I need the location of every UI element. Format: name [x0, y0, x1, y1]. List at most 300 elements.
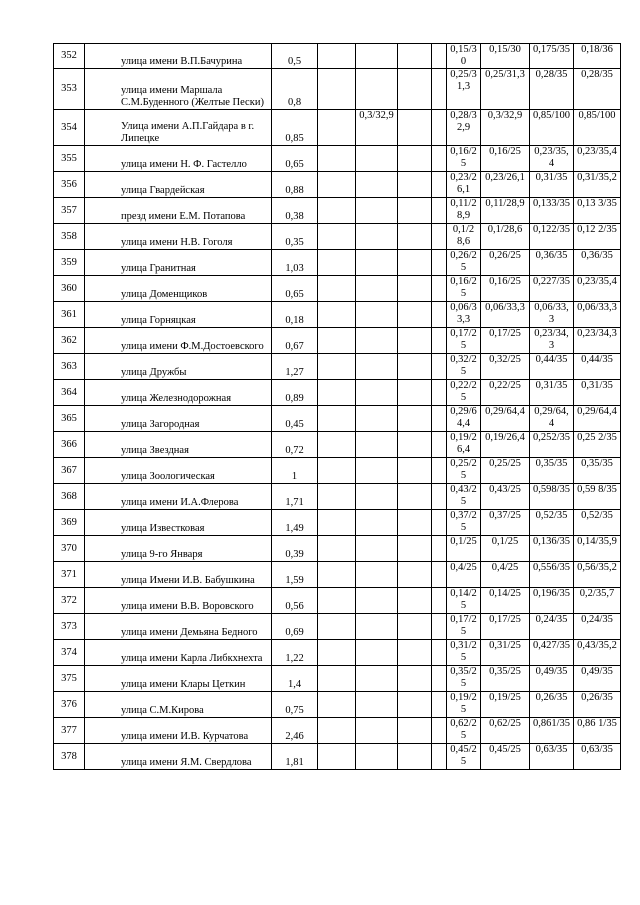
value-cell-1: 0,35/25 — [447, 666, 481, 692]
aux-cell-2 — [356, 406, 398, 432]
aux-cell-3 — [398, 302, 432, 328]
length-cell: 0,5 — [272, 44, 318, 69]
street-name-cell: улица Звездная — [85, 432, 272, 458]
aux-cell-4 — [432, 510, 447, 536]
aux-cell-2 — [356, 666, 398, 692]
aux-cell-2 — [356, 380, 398, 406]
value-cell-1: 0,45/25 — [447, 744, 481, 770]
aux-cell-4 — [432, 692, 447, 718]
value-cell-3: 0,427/35 — [530, 640, 574, 666]
value-cell-1: 0,43/25 — [447, 484, 481, 510]
aux-cell-2 — [356, 744, 398, 770]
value-cell-2: 0,3/32,9 — [481, 110, 530, 146]
table-row — [54, 666, 621, 692]
value-cell-3: 0,52/35 — [530, 510, 574, 536]
table-row — [54, 432, 621, 458]
value-cell-2: 0,06/33,3 — [481, 302, 530, 328]
aux-cell-2 — [356, 172, 398, 198]
value-cell-1: 0,37/25 — [447, 510, 481, 536]
table-row — [54, 354, 621, 380]
value-cell-4: 0,13 3/35 — [574, 198, 621, 224]
table-row — [54, 614, 621, 640]
street-name-cell: улица Гранитная — [85, 250, 272, 276]
value-cell-4: 0,49/35 — [574, 666, 621, 692]
aux-cell-2 — [356, 484, 398, 510]
length-cell: 0,72 — [272, 432, 318, 458]
value-cell-2: 0,45/25 — [481, 744, 530, 770]
aux-cell-3 — [398, 432, 432, 458]
aux-cell-4 — [432, 744, 447, 770]
street-name-cell: улица Имени И.В. Бабушкина — [85, 562, 272, 588]
value-cell-1: 0,31/25 — [447, 640, 481, 666]
value-cell-2: 0,17/25 — [481, 328, 530, 354]
table-row — [54, 744, 621, 770]
aux-cell-1 — [318, 302, 356, 328]
aux-cell-2: 0,3/32,9 — [356, 110, 398, 146]
row-number-cell: 371 — [54, 562, 85, 588]
length-cell: 0,8 — [272, 69, 318, 110]
value-cell-3: 0,26/35 — [530, 692, 574, 718]
aux-cell-2 — [356, 224, 398, 250]
value-cell-3: 0,556/35 — [530, 562, 574, 588]
value-cell-1: 0,28/32,9 — [447, 110, 481, 146]
length-cell: 0,85 — [272, 110, 318, 146]
value-cell-2: 0,1/28,6 — [481, 224, 530, 250]
value-cell-1: 0,62/25 — [447, 718, 481, 744]
row-number-cell: 362 — [54, 328, 85, 354]
aux-cell-1 — [318, 744, 356, 770]
value-cell-1: 0,26/25 — [447, 250, 481, 276]
aux-cell-4 — [432, 484, 447, 510]
length-cell: 0,38 — [272, 198, 318, 224]
aux-cell-1 — [318, 110, 356, 146]
value-cell-4: 0,28/35 — [574, 69, 621, 110]
value-cell-3: 0,31/35 — [530, 172, 574, 198]
aux-cell-2 — [356, 614, 398, 640]
length-cell: 0,69 — [272, 614, 318, 640]
aux-cell-3 — [398, 172, 432, 198]
row-number-cell: 372 — [54, 588, 85, 614]
value-cell-3: 0,23/35,4 — [530, 146, 574, 172]
aux-cell-3 — [398, 224, 432, 250]
aux-cell-1 — [318, 718, 356, 744]
length-cell: 1,22 — [272, 640, 318, 666]
row-number-cell: 352 — [54, 44, 85, 69]
length-cell: 0,65 — [272, 276, 318, 302]
value-cell-4: 0,56/35,2 — [574, 562, 621, 588]
aux-cell-2 — [356, 588, 398, 614]
aux-cell-4 — [432, 536, 447, 562]
street-name-cell: улица С.М.Кирова — [85, 692, 272, 718]
aux-cell-1 — [318, 224, 356, 250]
aux-cell-2 — [356, 458, 398, 484]
value-cell-3: 0,36/35 — [530, 250, 574, 276]
street-name-cell: улица Дружбы — [85, 354, 272, 380]
aux-cell-3 — [398, 718, 432, 744]
value-cell-4: 0,86 1/35 — [574, 718, 621, 744]
aux-cell-2 — [356, 302, 398, 328]
value-cell-1: 0,17/25 — [447, 328, 481, 354]
value-cell-3: 0,35/35 — [530, 458, 574, 484]
aux-cell-2 — [356, 692, 398, 718]
value-cell-4: 0,2/35,7 — [574, 588, 621, 614]
aux-cell-2 — [356, 562, 398, 588]
street-name-cell: улица имени Карла Либкхнехта — [85, 640, 272, 666]
row-number-cell: 353 — [54, 69, 85, 110]
table-row — [54, 250, 621, 276]
value-cell-4: 0,29/64,4 — [574, 406, 621, 432]
table-row — [54, 406, 621, 432]
aux-cell-3 — [398, 198, 432, 224]
aux-cell-3 — [398, 250, 432, 276]
aux-cell-3 — [398, 640, 432, 666]
aux-cell-4 — [432, 432, 447, 458]
aux-cell-4 — [432, 640, 447, 666]
street-name-cell: улица Зоологическая — [85, 458, 272, 484]
aux-cell-1 — [318, 536, 356, 562]
value-cell-2: 0,14/25 — [481, 588, 530, 614]
aux-cell-3 — [398, 146, 432, 172]
length-cell: 0,39 — [272, 536, 318, 562]
aux-cell-3 — [398, 588, 432, 614]
table-row — [54, 562, 621, 588]
street-name-cell: улица имени Н. Ф. Гастелло — [85, 146, 272, 172]
aux-cell-1 — [318, 484, 356, 510]
value-cell-4: 0,35/35 — [574, 458, 621, 484]
street-name-cell: улица имени Демьяна Бедного — [85, 614, 272, 640]
value-cell-3: 0,175/35 — [530, 44, 574, 69]
value-cell-3: 0,227/35 — [530, 276, 574, 302]
aux-cell-4 — [432, 380, 447, 406]
length-cell: 1,4 — [272, 666, 318, 692]
aux-cell-2 — [356, 250, 398, 276]
aux-cell-4 — [432, 718, 447, 744]
aux-cell-4 — [432, 406, 447, 432]
aux-cell-2 — [356, 432, 398, 458]
table-row — [54, 110, 621, 146]
row-number-cell: 374 — [54, 640, 85, 666]
value-cell-2: 0,43/25 — [481, 484, 530, 510]
aux-cell-4 — [432, 354, 447, 380]
length-cell: 0,56 — [272, 588, 318, 614]
aux-cell-2 — [356, 198, 398, 224]
aux-cell-4 — [432, 588, 447, 614]
aux-cell-3 — [398, 692, 432, 718]
table-row — [54, 640, 621, 666]
aux-cell-2 — [356, 510, 398, 536]
length-cell: 0,18 — [272, 302, 318, 328]
value-cell-2: 0,62/25 — [481, 718, 530, 744]
aux-cell-1 — [318, 276, 356, 302]
value-cell-3: 0,252/35 — [530, 432, 574, 458]
length-cell: 0,67 — [272, 328, 318, 354]
street-name-cell: улица имени Н.В. Гоголя — [85, 224, 272, 250]
table-row — [54, 198, 621, 224]
row-number-cell: 378 — [54, 744, 85, 770]
value-cell-4: 0,59 8/35 — [574, 484, 621, 510]
aux-cell-1 — [318, 44, 356, 69]
table-body — [54, 44, 621, 770]
street-name-cell: улица Железнодорожная — [85, 380, 272, 406]
aux-cell-3 — [398, 536, 432, 562]
row-number-cell: 360 — [54, 276, 85, 302]
aux-cell-4 — [432, 172, 447, 198]
value-cell-2: 0,16/25 — [481, 146, 530, 172]
row-number-cell: 370 — [54, 536, 85, 562]
value-cell-4: 0,06/33,3 — [574, 302, 621, 328]
aux-cell-3 — [398, 276, 432, 302]
street-name-cell: улица имени И.А.Флерова — [85, 484, 272, 510]
length-cell: 1,81 — [272, 744, 318, 770]
value-cell-1: 0,25/31,3 — [447, 69, 481, 110]
value-cell-3: 0,49/35 — [530, 666, 574, 692]
aux-cell-2 — [356, 718, 398, 744]
length-cell: 2,46 — [272, 718, 318, 744]
aux-cell-3 — [398, 380, 432, 406]
aux-cell-1 — [318, 406, 356, 432]
street-name-cell: улица Горняцкая — [85, 302, 272, 328]
row-number-cell: 356 — [54, 172, 85, 198]
row-number-cell: 367 — [54, 458, 85, 484]
value-cell-1: 0,06/33,3 — [447, 302, 481, 328]
value-cell-1: 0,1/28,6 — [447, 224, 481, 250]
table-row — [54, 44, 621, 69]
value-cell-1: 0,15/30 — [447, 44, 481, 69]
value-cell-2: 0,4/25 — [481, 562, 530, 588]
aux-cell-4 — [432, 224, 447, 250]
value-cell-2: 0,15/30 — [481, 44, 530, 69]
value-cell-3: 0,598/35 — [530, 484, 574, 510]
street-name-cell: улица Доменщиков — [85, 276, 272, 302]
value-cell-4: 0,23/35,4 — [574, 146, 621, 172]
aux-cell-4 — [432, 666, 447, 692]
value-cell-2: 0,35/25 — [481, 666, 530, 692]
street-name-cell: улица имени В.П.Бачурина — [85, 44, 272, 69]
aux-cell-1 — [318, 198, 356, 224]
length-cell: 1,49 — [272, 510, 318, 536]
aux-cell-3 — [398, 484, 432, 510]
value-cell-3: 0,85/100 — [530, 110, 574, 146]
row-number-cell: 364 — [54, 380, 85, 406]
value-cell-1: 0,11/28,9 — [447, 198, 481, 224]
value-cell-4: 0,23/35,4 — [574, 276, 621, 302]
value-cell-4: 0,44/35 — [574, 354, 621, 380]
aux-cell-3 — [398, 406, 432, 432]
value-cell-2: 0,26/25 — [481, 250, 530, 276]
row-number-cell: 355 — [54, 146, 85, 172]
aux-cell-3 — [398, 510, 432, 536]
value-cell-4: 0,85/100 — [574, 110, 621, 146]
length-cell: 0,75 — [272, 692, 318, 718]
table-row — [54, 302, 621, 328]
table-row — [54, 536, 621, 562]
aux-cell-1 — [318, 172, 356, 198]
value-cell-2: 0,19/25 — [481, 692, 530, 718]
aux-cell-4 — [432, 198, 447, 224]
row-number-cell: 369 — [54, 510, 85, 536]
value-cell-2: 0,16/25 — [481, 276, 530, 302]
aux-cell-4 — [432, 302, 447, 328]
value-cell-3: 0,23/34,3 — [530, 328, 574, 354]
street-name-cell: Улица имени А.П.Гайдара в г. Липецке — [85, 110, 272, 146]
value-cell-2: 0,1/25 — [481, 536, 530, 562]
aux-cell-4 — [432, 69, 447, 110]
value-cell-3: 0,136/35 — [530, 536, 574, 562]
length-cell: 0,88 — [272, 172, 318, 198]
row-number-cell: 377 — [54, 718, 85, 744]
aux-cell-4 — [432, 614, 447, 640]
street-name-cell: улица Загородная — [85, 406, 272, 432]
value-cell-4: 0,63/35 — [574, 744, 621, 770]
value-cell-1: 0,22/25 — [447, 380, 481, 406]
aux-cell-3 — [398, 328, 432, 354]
row-number-cell: 354 — [54, 110, 85, 146]
aux-cell-2 — [356, 640, 398, 666]
aux-cell-4 — [432, 458, 447, 484]
table-row — [54, 224, 621, 250]
aux-cell-1 — [318, 328, 356, 354]
value-cell-4: 0,18/36 — [574, 44, 621, 69]
length-cell: 1 — [272, 458, 318, 484]
aux-cell-3 — [398, 69, 432, 110]
value-cell-3: 0,133/35 — [530, 198, 574, 224]
table-row — [54, 510, 621, 536]
aux-cell-1 — [318, 250, 356, 276]
value-cell-2: 0,19/26,4 — [481, 432, 530, 458]
aux-cell-2 — [356, 354, 398, 380]
value-cell-2: 0,25/31,3 — [481, 69, 530, 110]
value-cell-2: 0,32/25 — [481, 354, 530, 380]
length-cell: 0,65 — [272, 146, 318, 172]
value-cell-4: 0,14/35,9 — [574, 536, 621, 562]
street-name-cell: улица Известковая — [85, 510, 272, 536]
aux-cell-3 — [398, 44, 432, 69]
length-cell: 0,45 — [272, 406, 318, 432]
table-row — [54, 484, 621, 510]
aux-cell-1 — [318, 458, 356, 484]
row-number-cell: 365 — [54, 406, 85, 432]
value-cell-4: 0,26/35 — [574, 692, 621, 718]
aux-cell-1 — [318, 380, 356, 406]
aux-cell-3 — [398, 614, 432, 640]
value-cell-1: 0,4/25 — [447, 562, 481, 588]
value-cell-1: 0,1/25 — [447, 536, 481, 562]
table-row — [54, 276, 621, 302]
value-cell-4: 0,52/35 — [574, 510, 621, 536]
table-row — [54, 458, 621, 484]
aux-cell-1 — [318, 146, 356, 172]
aux-cell-3 — [398, 110, 432, 146]
value-cell-1: 0,19/25 — [447, 692, 481, 718]
aux-cell-2 — [356, 536, 398, 562]
value-cell-3: 0,29/64,4 — [530, 406, 574, 432]
row-number-cell: 359 — [54, 250, 85, 276]
value-cell-4: 0,43/35,2 — [574, 640, 621, 666]
aux-cell-1 — [318, 354, 356, 380]
row-number-cell: 363 — [54, 354, 85, 380]
table-row — [54, 588, 621, 614]
row-number-cell: 357 — [54, 198, 85, 224]
value-cell-1: 0,16/25 — [447, 276, 481, 302]
aux-cell-2 — [356, 69, 398, 110]
aux-cell-1 — [318, 640, 356, 666]
street-name-cell: улица имени Клары Цеткин — [85, 666, 272, 692]
value-cell-4: 0,31/35,2 — [574, 172, 621, 198]
value-cell-3: 0,24/35 — [530, 614, 574, 640]
row-number-cell: 366 — [54, 432, 85, 458]
aux-cell-1 — [318, 666, 356, 692]
length-cell: 1,59 — [272, 562, 318, 588]
street-name-cell: улица имени Ф.М.Достоевского — [85, 328, 272, 354]
row-number-cell: 375 — [54, 666, 85, 692]
value-cell-1: 0,25/25 — [447, 458, 481, 484]
aux-cell-2 — [356, 276, 398, 302]
aux-cell-1 — [318, 588, 356, 614]
street-name-cell: презд имени Е.М. Потапова — [85, 198, 272, 224]
table-row — [54, 172, 621, 198]
value-cell-2: 0,22/25 — [481, 380, 530, 406]
street-name-cell: улица имени И.В. Курчатова — [85, 718, 272, 744]
aux-cell-1 — [318, 614, 356, 640]
aux-cell-2 — [356, 146, 398, 172]
aux-cell-3 — [398, 458, 432, 484]
aux-cell-1 — [318, 692, 356, 718]
aux-cell-1 — [318, 432, 356, 458]
table-row — [54, 380, 621, 406]
value-cell-3: 0,63/35 — [530, 744, 574, 770]
value-cell-1: 0,14/25 — [447, 588, 481, 614]
value-cell-3: 0,31/35 — [530, 380, 574, 406]
row-number-cell: 373 — [54, 614, 85, 640]
value-cell-4: 0,24/35 — [574, 614, 621, 640]
table-row — [54, 718, 621, 744]
street-name-cell: улица имени Я.М. Свердлова — [85, 744, 272, 770]
table-row — [54, 692, 621, 718]
value-cell-1: 0,19/26,4 — [447, 432, 481, 458]
aux-cell-4 — [432, 110, 447, 146]
aux-cell-4 — [432, 146, 447, 172]
aux-cell-3 — [398, 744, 432, 770]
value-cell-3: 0,28/35 — [530, 69, 574, 110]
aux-cell-1 — [318, 562, 356, 588]
row-number-cell: 368 — [54, 484, 85, 510]
street-name-cell: улица имени В.В. Воровского — [85, 588, 272, 614]
length-cell: 1,03 — [272, 250, 318, 276]
aux-cell-3 — [398, 562, 432, 588]
aux-cell-4 — [432, 562, 447, 588]
length-cell: 0,35 — [272, 224, 318, 250]
table-row — [54, 69, 621, 110]
aux-cell-2 — [356, 328, 398, 354]
value-cell-3: 0,861/35 — [530, 718, 574, 744]
value-cell-3: 0,122/35 — [530, 224, 574, 250]
value-cell-2: 0,37/25 — [481, 510, 530, 536]
value-cell-1: 0,23/26,1 — [447, 172, 481, 198]
street-name-cell: улица 9-го Января — [85, 536, 272, 562]
row-number-cell: 376 — [54, 692, 85, 718]
table-row — [54, 328, 621, 354]
aux-cell-3 — [398, 666, 432, 692]
value-cell-3: 0,44/35 — [530, 354, 574, 380]
value-cell-4: 0,31/35 — [574, 380, 621, 406]
value-cell-2: 0,25/25 — [481, 458, 530, 484]
value-cell-4: 0,36/35 — [574, 250, 621, 276]
value-cell-4: 0,25 2/35 — [574, 432, 621, 458]
row-number-cell: 361 — [54, 302, 85, 328]
aux-cell-4 — [432, 328, 447, 354]
value-cell-2: 0,31/25 — [481, 640, 530, 666]
length-cell: 1,71 — [272, 484, 318, 510]
